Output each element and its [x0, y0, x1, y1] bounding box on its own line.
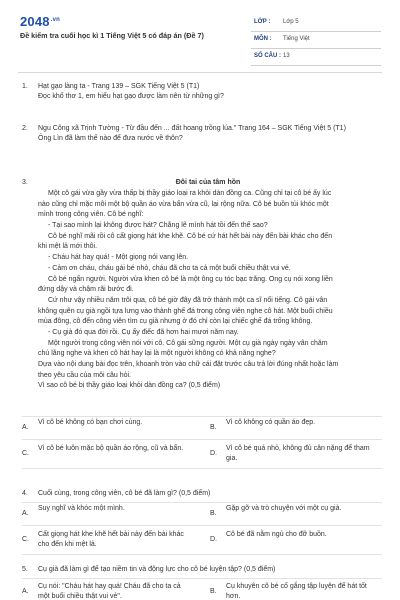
passage-line: - Tại sao mình lại không được hát? Chẳng lẽ mình hát tồi đến thế sao? — [48, 222, 268, 230]
passage-line: - Cháu hát hay quá! - Một giọng nói vang lên. — [48, 254, 189, 262]
option-letter: D. — [210, 536, 217, 543]
option-text: Cô bé đã nằm ngủ cho đỡ buồn. — [226, 531, 327, 538]
passage-line: đứng dậy và chậm rãi bước đi. — [38, 286, 134, 294]
option-text: Gặp gỡ và trò chuyện với một cụ già. — [226, 505, 342, 512]
question-line: Hạt gạo làng ta - Trang 139 – SGK Tiếng Việt 5 (T1) — [38, 83, 200, 90]
option-text: Cụ nói: "Cháu hát hay quá! Cháu đã cho ta cả một buổi chiều thật vui vẻ". — [38, 583, 181, 600]
option-text: Suy nghĩ và khóc một mình. — [38, 505, 125, 512]
option-letter: B. — [210, 510, 217, 517]
question-text — [38, 82, 378, 102]
option-text: Vì cô không có quần áo đẹp. — [226, 419, 316, 426]
answer-option[interactable] — [210, 526, 386, 554]
option-text: Cất giọng hát khe khẽ hết bài này đến bài khác cho đến khi mệt lả. — [38, 531, 184, 548]
option-letter: A. — [22, 588, 29, 595]
option-row — [22, 439, 382, 469]
option-text: Vì cô bé không có bạn chơi cùng. — [38, 419, 143, 426]
passage-line: Cô bé ngẩn người. Người vừa khen cô bé là một ông cụ tóc bạc trắng. Ông cụ nói xong liền — [48, 275, 333, 283]
question-number: 5. — [22, 566, 28, 573]
answer-option[interactable] — [210, 440, 386, 468]
answer-options-q4 — [22, 502, 382, 555]
meta-key: LỚP : — [254, 19, 271, 25]
option-text: Vì cô bé quá nhỏ, không đủ cân nặng để tham gia. — [226, 445, 370, 462]
answer-option[interactable] — [210, 579, 386, 600]
answer-option[interactable] — [22, 579, 198, 600]
option-row — [22, 578, 382, 600]
meta-row-class — [251, 15, 381, 32]
question-line: Cuối cùng, trong công viên, cô bé đã làm gì? (0,5 điểm) — [38, 490, 211, 497]
meta-value: Tiếng Việt — [283, 36, 310, 42]
option-letter: A. — [22, 424, 29, 431]
meta-value: 13 — [283, 53, 290, 59]
question-line: Đọc khổ thơ 1, em hiểu hạt gạo được làm nên từ những gì? — [38, 93, 224, 100]
answer-option[interactable] — [210, 417, 386, 439]
page-header — [0, 0, 400, 72]
passage-line: Cứ như vậy nhiều năm trôi qua, cô bé giờ đây đã trở thành một ca sĩ nổi tiếng. Cô gái vẫn — [48, 296, 328, 304]
option-letter: A. — [22, 510, 29, 517]
question-number: 2. — [22, 125, 28, 132]
passage-line: Một người trong công viên nói với cô. Cô gái sững người. Một cụ già ngày ngày vẫn chăm — [48, 339, 328, 347]
meta-key: MÔN : — [254, 36, 272, 42]
question-number: 3. — [22, 179, 28, 186]
option-row — [22, 502, 382, 525]
answer-option[interactable] — [210, 503, 386, 525]
passage-line: - Cụ già đó qua đời rồi. Cụ ấy điếc đã hơn hai mươi năm nay. — [48, 328, 239, 336]
answer-options-q3 — [22, 416, 382, 469]
question-line: Ông Lìn đã làm thế nào để đưa nước về thôn? — [38, 135, 183, 142]
option-text: Vì cô bé luôn mặc bộ quần áo rộng, cũ và bẩn. — [38, 445, 184, 452]
option-letter: D. — [210, 450, 217, 457]
meta-row-question-count — [251, 49, 381, 66]
option-row — [22, 525, 382, 555]
passage-line: mình trong công viên. Cô bé nghĩ: — [38, 211, 144, 219]
passage-line: Cô bé nghĩ mãi rồi cô cất giọng hát khe khẽ. Cô bé cứ hát hết bài này đến bài khác cho đến — [48, 232, 333, 240]
document-meta-table — [251, 15, 381, 66]
option-letter: B. — [210, 588, 217, 595]
question-line: Cụ già đã làm gì để tạo niềm tin và động lực cho cô bé luyện tập? (0,5 điểm) — [38, 566, 276, 573]
question-line: Ngu Công xã Trịnh Tường - Từ đầu đến ... đất hoang trồng lúa." Trang 164 – SGK Tiếng Việt 5 (T1) — [38, 125, 346, 132]
answer-option[interactable] — [22, 503, 198, 525]
answer-options-q5 — [22, 578, 382, 600]
document-title: Đề kiểm tra cuối học kì 1 Tiếng Việt 5 có đáp án (Đề 7) — [20, 31, 204, 40]
meta-value: Lớp 5 — [283, 19, 299, 25]
option-text: Cụ khuyên cô bé cố gắng tập luyện để hát tốt hơn. — [226, 583, 367, 600]
option-letter: B. — [210, 424, 217, 431]
answer-option[interactable] — [22, 417, 198, 439]
passage-line: theo yêu cầu của mỗi câu hỏi. — [38, 371, 132, 379]
passage-line: Vì sao cô bé bị thầy giáo loại khỏi dàn đồng ca? (0,5 điểm) — [38, 382, 221, 390]
option-letter: C. — [22, 536, 29, 543]
passage-line: mùa đông, cô đến công viên tìm cụ già nhưng ở đó chỉ còn lại chiếc ghế đá trống không. — [38, 318, 313, 326]
option-row — [22, 416, 382, 439]
passage-line: Dựa vào nội dung bài đọc trên, khoanh tròn vào chữ cái đặt trước câu trả lời đúng nhất hoặc làm — [38, 361, 339, 368]
option-letter: C. — [22, 450, 29, 457]
question-number: 1. — [22, 83, 28, 90]
question-text — [38, 489, 378, 499]
header-divider — [18, 72, 382, 73]
meta-key: SỐ CÂU : — [254, 53, 281, 59]
passage-line: khi mệt lả mới thôi. — [38, 243, 98, 251]
meta-row-subject — [251, 32, 381, 49]
question-text — [38, 124, 378, 144]
passage-line: chú lắng nghe và khen cô hát hay lại là một người không có khả năng nghe? — [38, 350, 276, 358]
passage-line: - Cảm ơn cháu, cháu gái bé nhỏ, cháu đã cho ta cả một buổi chiều thật vui vẻ. — [48, 264, 291, 272]
reading-passage — [38, 189, 378, 392]
passage-line: Một cô gái vừa gầy vừa thấp bị thầy giáo loại ra khỏi dàn đồng ca. Cũng chỉ tại cô bé ấy lúc — [48, 190, 332, 197]
site-logo[interactable]: $2048^{.vn}$ — [20, 14, 61, 29]
story-title: Đôi tai của tâm hồn — [175, 179, 241, 186]
passage-line: không quên cụ già ngồi tựa lưng vào thành ghế đá trong công viên nghe cô hát. Một buổi chiều — [38, 307, 333, 315]
answer-option[interactable] — [22, 526, 198, 554]
question-text — [38, 565, 378, 575]
passage-line: nào cũng chỉ mặc mỗi một bộ quần áo vừa bẩn vừa cũ, lại rộng nữa. Cô bé buồn tủi khóc một — [38, 200, 329, 208]
question-number: 4. — [22, 490, 28, 497]
answer-option[interactable] — [22, 440, 198, 468]
